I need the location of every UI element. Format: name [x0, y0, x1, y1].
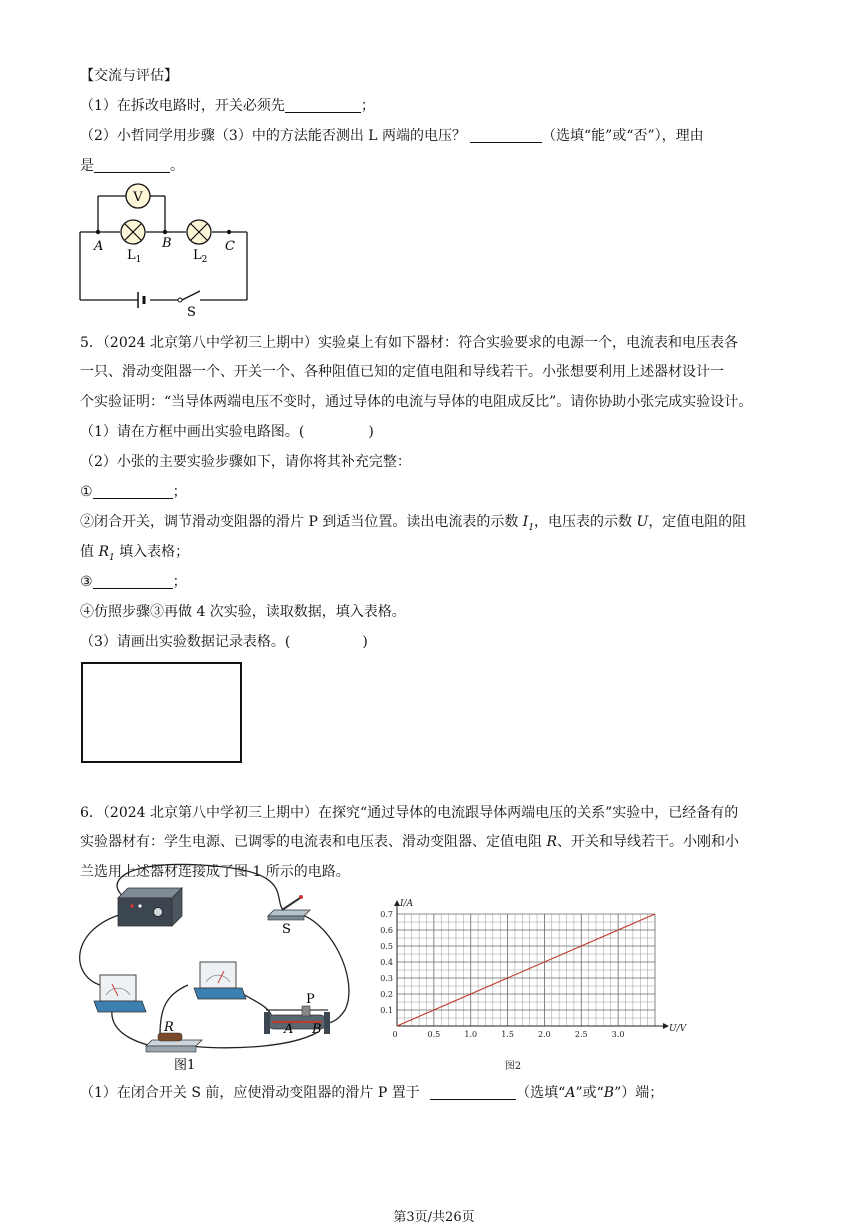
x-tick-label: 2.5	[574, 1030, 588, 1039]
x-tick-label: 3.0	[611, 1030, 625, 1039]
end-a-label: A	[284, 1022, 294, 1037]
x-tick-label: 1.0	[464, 1030, 478, 1039]
x-tick-label: 2.0	[538, 1030, 551, 1039]
answer-blank[interactable]	[430, 1085, 516, 1100]
end-b-label: B	[312, 1022, 322, 1037]
resistance-symbol: R	[98, 544, 109, 560]
step-end: ；	[172, 574, 187, 590]
q5-part1-close: )	[368, 424, 374, 440]
option-b: B	[603, 1085, 615, 1101]
y-tick-label: 0.6	[380, 926, 393, 935]
lamp1-label: $L_1$	[127, 248, 142, 265]
q6-line1: 6．（2024 北京第八中学初三上期中）在探究“通过导体的电流跟导体两端电压的关系”实验中，已经备有的	[80, 805, 739, 821]
figure2-caption: 图2	[504, 1061, 522, 1072]
q6-line3: 兰选用上述器材连接成了图 1 所示的电路。	[80, 864, 350, 880]
q4-part1-end: ；	[360, 98, 375, 114]
resistance-subscript: 1	[109, 552, 115, 563]
q5-step4: ④仿照步骤③再做 4 次实验，读取数据，填入表格。	[80, 604, 406, 620]
q6-part1-text: （选填“	[516, 1085, 566, 1101]
step2-text: 值	[80, 544, 99, 560]
q5-part3-close: )	[362, 634, 368, 650]
slider-label: P	[306, 992, 315, 1007]
origin-label: 0	[392, 1030, 398, 1039]
q5-line2: 一只、滑动变阻器一个、开关一个、各种阻值已知的定值电阻和导线若干。小张想要利用上述器材设计一	[80, 364, 724, 380]
q6-part1-text: ”或“	[575, 1085, 604, 1101]
y-tick-label: 0.1	[380, 1006, 393, 1015]
q5-line1: 5．（2024 北京第八中学初三上期中）实验桌上有如下器材：符合实验要求的电源一个，电流表和电压表各	[80, 335, 738, 351]
q6-part1-text: ”）端；	[614, 1085, 664, 1101]
q6-part1-text: （1）在闭合开关 S 前，应使滑动变阻器的滑片 P 置于	[80, 1085, 425, 1101]
current-subscript: 1	[528, 522, 535, 533]
q4-part3-text: 是	[80, 158, 94, 174]
step2-text: ，电压表的示数	[534, 514, 637, 530]
switch-label: S	[187, 305, 196, 320]
q6-text: 、开关和导线若干。小刚和小	[557, 834, 739, 850]
lamp2-label: $L_2$	[193, 248, 208, 265]
current-symbol: I	[522, 514, 529, 530]
q4-part2-end: （选填“能”或“否”），理由	[542, 128, 704, 144]
y-tick-label: 0.7	[380, 910, 393, 919]
node-b-label: B	[162, 236, 172, 251]
y-tick-label: 0.4	[380, 958, 393, 967]
q4-part3-end: 。	[170, 158, 184, 174]
q4-part1-text: （1）在拆改电路时，开关必须先	[80, 98, 285, 114]
node-c-label: C	[225, 239, 235, 254]
resistor-label: R	[164, 1020, 174, 1035]
q6-part1	[80, 1083, 663, 1103]
step2-text: 填入表格；	[114, 544, 190, 560]
step-marker: ①	[80, 484, 93, 500]
voltage-symbol: U	[636, 514, 649, 530]
x-tick-label: 0.5	[427, 1030, 441, 1039]
step-end: ；	[172, 484, 187, 500]
switch-label: S	[282, 922, 291, 937]
x-axis-label: U/V	[669, 1024, 687, 1034]
voltmeter-label: V	[133, 190, 143, 205]
y-tick-label: 0.5	[380, 942, 393, 951]
x-tick-label: 1.5	[501, 1030, 514, 1039]
y-tick-label: 0.2	[380, 990, 393, 999]
section-header: 【交流与评估】	[80, 68, 178, 84]
resistor-symbol: R	[546, 834, 557, 850]
node-a-label: A	[94, 239, 104, 254]
q5-part2: （2）小张的主要实验步骤如下，请你将其补充完整：	[80, 454, 411, 470]
option-a: A	[565, 1085, 576, 1101]
q5-part3-text: （3）请画出实验数据记录表格。(	[80, 634, 291, 650]
q5-line3: 个实验证明：“当导体两端电压不变时，通过导体的电流与导体的电阻成反比”。请你协助小张完成实验设计。	[80, 394, 753, 410]
q5-part1-text: （1）请在方框中画出实验电路图。(	[80, 424, 305, 440]
y-axis-label: I/A	[400, 899, 414, 909]
step2-text: ，定值电阻的阻	[648, 514, 747, 530]
figure1-caption: 图1	[174, 1058, 196, 1073]
step-marker: ③	[80, 574, 93, 590]
q6-text: 实验器材有：学生电源、已调零的电流表和电压表、滑动变阻器、定值电阻	[80, 834, 547, 850]
step2-text: ②闭合开关，调节滑动变阻器的滑片 P 到适当位置。读出电流表的示数	[80, 514, 523, 530]
page-number: 第3页/共26页	[393, 1210, 475, 1225]
q4-part2-text: （2）小哲同学用步骤（3）中的方法能否测出 L 两端的电压？	[80, 128, 467, 144]
y-tick-label: 0.3	[380, 974, 393, 983]
